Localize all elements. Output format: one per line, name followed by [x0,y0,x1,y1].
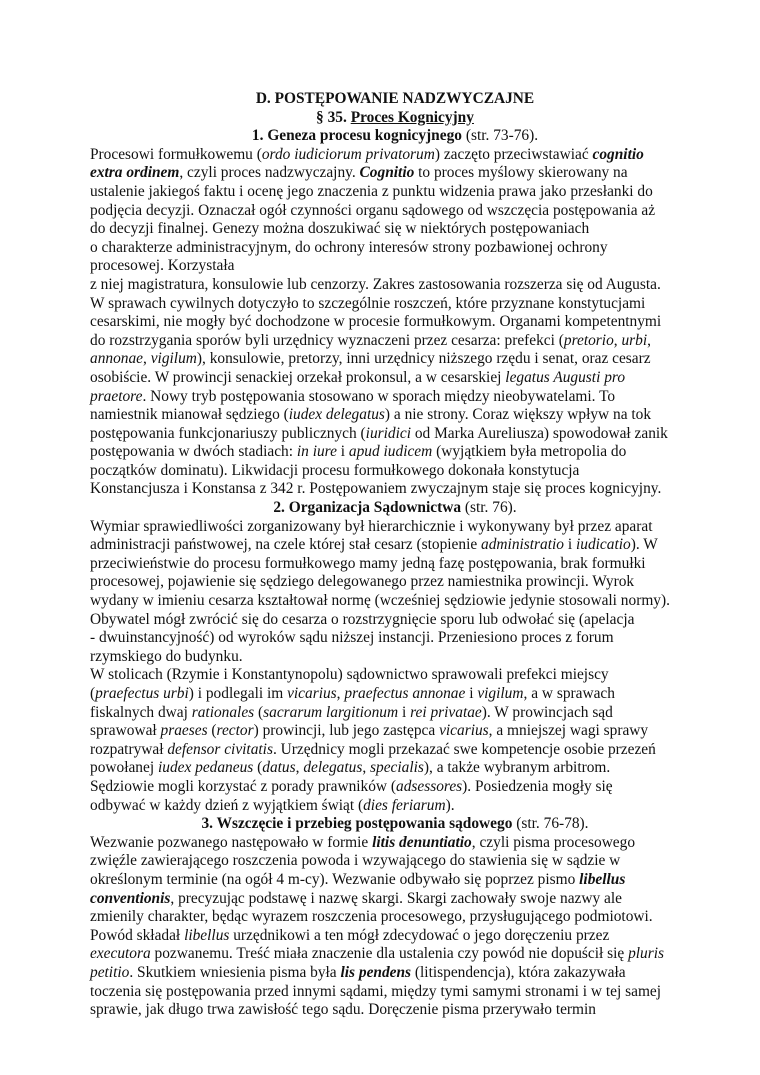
text-run: iudex delegatus [288,406,385,424]
text-line [90,834,700,853]
text-run: vigilum [150,350,197,368]
text-line [90,220,700,239]
text-run: od Marka Aureliusza) spowodował zanik [411,424,668,442]
text-run: do rozstrzygania sporów byli urzędnicy wyznaczeni przez cesarza: prefekci ( [90,331,564,349]
subheading-pages: (str. 76-78). [516,815,589,833]
subheading-title: 1. Geneza procesu kognicyjnego [251,127,462,145]
text-line [90,369,700,388]
text-run: wydany w imieniu cesarza kształtował normę (wcześniej sędziowie jedynie stosowali normy). [90,592,670,610]
text-run: urzędnikowi a ten mógł zdecydować o jego doręczeniu przez [229,926,610,944]
text-run: rationales [191,703,255,721]
text-run: ) a nie strony. Coraz większy wpływ na tok [384,406,652,424]
text-run: datus [262,759,296,777]
text-run: Cognitio [359,164,415,182]
text-run: odbywać w każdy dzień z wyjątkiem świąt ( [90,796,364,814]
text-run: praeses [160,722,208,740]
text-run: początków dominatu). Likwidacji procesu formułkowego dokonała konstytucja [90,461,580,479]
text-line [90,350,700,369]
text-line [90,945,700,964]
text-run: rector [216,722,254,740]
paragraph-genesis [90,146,700,499]
text-line [90,443,700,462]
text-run: ) i podlegali im [188,685,288,702]
text-run: , a mniejszej wagi sprawy [488,722,649,740]
section-number: § 35. [316,108,347,126]
text-run: adsessores [396,777,463,795]
text-line [90,778,700,797]
text-run: libellus [579,870,626,888]
text-run: rei privatae [410,703,482,721]
text-line [90,239,700,258]
text-run: zwięźle zawierającego roszczenia powoda i wzywającego do stawienia się w sądzie w [90,852,621,870]
text-line [90,648,700,667]
text-run: namiestnik mianował sędziego ( [90,406,289,424]
text-run: administratio [481,536,564,554]
text-run: iuridici [365,424,411,442]
text-run: przeciwieństwie do procesu formułkowego mamy jedną fazę postępowania, brak formułki [90,554,646,572]
text-line [90,908,700,927]
text-line [90,611,700,630]
text-run: annonae [90,350,144,368]
text-run: i [336,443,349,461]
text-line [90,592,700,611]
subheading-1 [90,127,700,146]
text-run: Sędziowie mogli korzystać z porady prawników ( [90,777,397,795]
text-run: Obywatel mógł zwrócić się do cesarza o rozstrzygnięcie sporu lub odwołać się (apelacja [90,610,635,628]
text-run: ( [207,722,217,740]
text-run: ). Posiedzenia mogły się [462,777,613,795]
text-run: , czyli proces nadzwyczajny. [179,164,360,182]
text-run: ). W prowincjach sąd [481,703,613,721]
text-run: określonym terminie (na ogół 4 m-cy). Wezwanie odbywało się poprzez pismo [90,870,580,888]
text-line [90,704,700,723]
text-run: in iure [296,443,337,461]
text-run: sprawował [90,722,161,740]
text-line [90,964,700,983]
text-run: conventionis [90,889,171,907]
text-line [90,183,700,202]
text-run: . Nowy tryb postępowania stosowano w sporach między nieobywatelami. To [142,387,616,405]
text-line [90,741,700,760]
text-run: ustalenie jakiegoś faktu i ocenę jego znaczenia z punktu widzenia prawa jako przesłanki do [90,182,653,200]
text-run: executora [90,945,151,963]
text-run: pretorio [563,331,614,349]
text-run: ). W [630,536,658,554]
text-run: ), konsulowie, pretorzy, inni urzędnicy niższego rzędu i senat, oraz cesarz [196,350,651,368]
text-run: Wymiar sprawiedliwości zorganizowany był hierarchicznie i wykonywany był przez aparat [90,517,653,535]
text-run: , precyzując podstawę i nazwę skargi. Skargi zachowały swoje nazwy ale [170,889,622,907]
text-run: cognitio [592,145,644,163]
text-run: postępowania w dwóch stadiach: [90,443,297,461]
text-run: i [398,703,411,721]
paragraph-organization [90,518,700,816]
text-run: dies feriarum [363,796,446,814]
text-run: fiskalnych dwaj [90,703,192,721]
text-run: specialis [370,759,424,777]
text-run: vicarius [439,722,489,740]
text-run: urbi [621,331,648,349]
text-line [90,518,700,537]
text-run: (litispendencja), która zakazywała [411,963,626,981]
text-line [90,927,700,946]
text-run: administracji państwowej, na czele której stał cesarz (stopienie [90,536,482,554]
text-run: Powód składał [90,926,185,944]
text-run: ), a także wybranym arbitrom. [423,759,611,777]
paragraph-initiation [90,834,700,1020]
text-run: sacrarum largitionum [263,703,399,721]
text-run: W stolicach (Rzymie i Konstantynopolu) sądownictwo sprawowali prefekci miejscy [90,666,609,684]
text-run: extra ordinem [90,164,180,182]
text-run: postępowania funkcjonariuszy publicznych ( [90,424,366,442]
text-line [90,722,700,741]
text-run: pozwanemu. Treść miała znaczenie dla ustalenia czy powód nie dopuścił się [150,945,629,963]
text-line [90,573,700,592]
text-line [90,685,700,704]
text-run: i [465,685,478,702]
text-run: W sprawach cywilnych dotyczyło to szczególnie roszczeń, które przyznane konstytucjami [90,294,646,312]
text-line [90,983,700,1002]
text-run: procesowej. Korzystała [90,257,235,275]
text-line [90,146,700,165]
text-run: iudex pedaneus [157,759,254,777]
section-name: Proces Kognicyjny [350,108,474,126]
text-run: , [613,331,622,349]
document-title: D. POSTĘPOWANIE NADZWYCZAJNE [255,90,535,107]
text-run: ( [254,703,264,721]
text-run: , a w sprawach [523,685,615,702]
text-run: ) zaczęto przeciwstawiać [434,145,593,163]
text-run: , [647,331,651,349]
text-run: ordo iudiciorum privatorum [261,145,435,163]
text-run: . Urzędnicy mogli przekazać swe kompetencje osobie przezeń [272,740,656,758]
text-run: powołanej [90,759,158,777]
text-run: praefectus urbi [95,685,189,702]
subheading-2 [90,499,700,518]
text-line [90,332,700,351]
text-run: , czyli pisma procesowego [471,833,636,851]
text-run: ). [445,796,455,814]
text-run: Procesowi formułkowemu ( [90,145,262,163]
text-run: toczenia się postępowania przed innymi sądami, między tymi samymi stronami i w tej samej [90,982,662,1000]
text-run: ( [253,759,263,777]
text-run: praetore [90,387,143,405]
text-run: legatus Augusti pro [505,368,626,386]
text-run: osobiście. W prowincji senackiej orzekał prokonsul, a w cesarskiej [90,368,506,386]
text-run: ( [90,685,96,702]
text-line [90,852,700,871]
text-run: . Skutkiem wniesienia pisma była [129,963,341,981]
text-line [90,480,700,499]
text-run: libellus [184,926,230,944]
text-line [90,797,700,816]
text-run: - dwuinstancyjność) od wyroków sądu niższej instancji. Przeniesiono proces z forum [90,629,614,647]
text-run: defensor civitatis [167,740,273,758]
text-run: , [362,759,371,777]
text-run: litis denuntiatio [372,833,472,851]
text-run: vigilum [477,685,524,702]
text-run: praefectus annonae [344,685,466,702]
text-line [90,257,700,276]
subheading-title: 3. Wszczęcie i przebieg postępowania sądowego [201,815,513,833]
text-run: ) prowincji, lub jego zastępca [253,722,440,740]
text-run: petitio [90,963,130,981]
subheading-pages: (str. 73-76). [465,127,539,145]
text-run: procesowej, pojawienie się sędziego delegowanego przez namiestnika prowincji. Wyrok [90,573,635,591]
text-line [90,202,700,221]
text-run: iudicatio [575,536,631,554]
text-run: (wyjątkiem była metropolia do [432,443,627,461]
text-line [90,871,700,890]
text-line [90,425,700,444]
text-run: , [295,759,304,777]
text-run: vicarius [287,685,337,702]
text-run: rzymskiego do budynku. [90,647,243,665]
text-line [90,406,700,425]
text-line [90,462,700,481]
text-line [90,629,700,648]
text-run: sprawie, jak długo trwa zawisłość tego sądu. Doręczenie pisma przerywało termin [90,1001,597,1019]
section-heading [90,109,700,128]
text-run: zmienily charakter, będąc wyrazem roszczenia procesowego, przysługującego podmiotowi. [90,908,653,926]
text-line [90,666,700,685]
text-run: apud iudicem [348,443,433,461]
text-run: i [563,536,576,554]
text-run: lis pendens [340,963,412,981]
text-run: Wezwanie pozwanego następowało w formie [90,833,373,851]
text-line [90,388,700,407]
text-run: rozpatrywał [90,740,168,758]
text-line [90,295,700,314]
text-line [90,1001,700,1020]
text-run: delegatus [303,759,363,777]
text-run: pluris [628,945,664,963]
subheading-pages: (str. 76). [464,499,517,517]
text-run: , [143,350,151,368]
text-line [90,536,700,555]
text-run: do decyzji finalnej. Genezy można doszukiwać się w niektórych postępowaniach [90,220,590,238]
text-run: cesarskimi, nie mogły być dochodzone w procesie formułkowym. Organami kompetentnymi [90,313,662,331]
text-line [90,164,700,183]
text-line [90,759,700,778]
text-line [90,890,700,909]
text-run: z niej magistratura, konsulowie lub cenzorzy. Zakres zastosowania rozszerza się od Augusta. [90,275,661,293]
subheading-title: 2. Organizacja Sądownictwa [273,499,462,517]
text-line [90,313,700,332]
subheading-3 [90,815,700,834]
text-run: o charakterze administracyjnym, do ochrony interesów strony pozbawionej ochrony [90,238,608,256]
text-line [90,555,700,574]
text-run: , [336,685,345,702]
text-run: Konstancjusza i Konstansa z 342 r. Postępowaniem zwyczajnym staje się proces kognicyjny. [90,480,662,498]
text-run: to proces myślowy skierowany na [414,164,628,182]
text-line [90,276,700,295]
text-run: podjęcia decyzji. Oznaczał ogół czynności organu sądowego od wszczęcia postępowania aż [90,201,656,219]
